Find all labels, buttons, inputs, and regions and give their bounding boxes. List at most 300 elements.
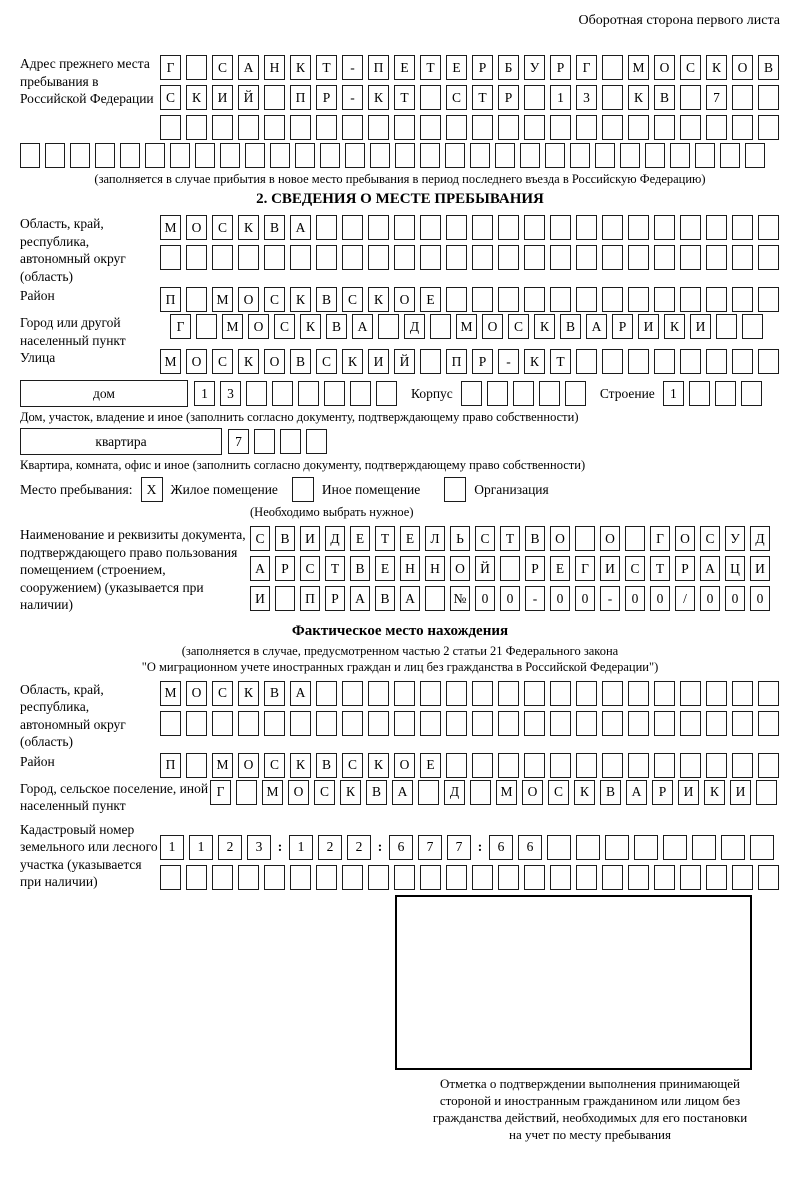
char-cell: А (290, 681, 311, 706)
char-cell: 2 (318, 835, 342, 860)
char-cell: В (290, 349, 311, 374)
char-cell: Р (550, 55, 571, 80)
char-cell: О (264, 349, 285, 374)
char-cell: Н (264, 55, 285, 80)
char-cell: И (250, 586, 270, 611)
char-cell (524, 85, 545, 110)
char-cell (212, 865, 233, 890)
char-cell: Д (750, 526, 770, 551)
char-cell (565, 381, 586, 406)
char-cell: 2 (347, 835, 371, 860)
char-cell: М (628, 55, 649, 80)
char-cell (350, 381, 371, 406)
char-cell (498, 287, 519, 312)
char-cell (732, 287, 753, 312)
char-cell: В (350, 556, 370, 581)
fact-oblast-block (20, 681, 780, 751)
char-cell (706, 753, 727, 778)
char-cell (524, 115, 545, 140)
char-cell: В (316, 287, 337, 312)
char-cell: В (275, 526, 295, 551)
char-cell: С (508, 314, 529, 339)
char-cell (695, 143, 715, 168)
char-cell: 0 (725, 586, 745, 611)
char-cell (195, 143, 215, 168)
char-cell (368, 245, 389, 270)
char-cell: М (456, 314, 477, 339)
char-cell (645, 143, 665, 168)
char-cell (45, 143, 65, 168)
char-cell: К (664, 314, 685, 339)
char-cell: 0 (500, 586, 520, 611)
char-cell: 6 (489, 835, 513, 860)
char-cell: К (300, 314, 321, 339)
char-cell (550, 711, 571, 736)
char-cell (498, 865, 519, 890)
char-cell (680, 287, 701, 312)
house-number-cells (194, 381, 397, 406)
char-cell: Г (210, 780, 231, 805)
char-cell: 3 (576, 85, 597, 110)
char-cell (186, 711, 207, 736)
char-cell (368, 115, 389, 140)
char-cell: Г (575, 556, 595, 581)
char-cell: Р (275, 556, 295, 581)
char-cell: Е (446, 55, 467, 80)
char-cell (472, 865, 493, 890)
char-cell: Л (425, 526, 445, 551)
fact-oblast-label: Область, край, республика, автономный округ (область) (20, 681, 126, 749)
char-cell: Т (325, 556, 345, 581)
char-cell (430, 314, 451, 339)
char-cell (345, 143, 365, 168)
char-cell (254, 429, 275, 454)
document-row-2 (250, 556, 770, 581)
char-cell (498, 711, 519, 736)
char-cell (370, 143, 390, 168)
char-cell (160, 245, 181, 270)
prev-address-row-3 (160, 115, 779, 140)
char-cell (576, 681, 597, 706)
char-cell: Р (472, 349, 493, 374)
char-cell (634, 835, 658, 860)
section2-oblast-block (20, 215, 780, 285)
char-cell (745, 143, 765, 168)
char-cell (602, 681, 623, 706)
char-cell (500, 556, 520, 581)
char-cell (342, 711, 363, 736)
char-cell (550, 245, 571, 270)
char-cell (498, 681, 519, 706)
char-cell: С (212, 349, 233, 374)
char-cell: К (340, 780, 361, 805)
char-cell: Т (316, 55, 337, 80)
char-cell: О (450, 556, 470, 581)
residential-label: Жилое помещение (170, 481, 278, 497)
char-cell (654, 215, 675, 240)
char-cell (420, 215, 441, 240)
stay-type-label: Место пребывания: (20, 481, 133, 497)
char-cell: № (450, 586, 470, 611)
char-cell: / (675, 586, 695, 611)
char-cell (212, 245, 233, 270)
char-cell (524, 711, 545, 736)
char-cell (446, 245, 467, 270)
char-cell (342, 865, 363, 890)
char-cell: М (160, 349, 181, 374)
char-cell: С (342, 287, 363, 312)
char-cell (680, 681, 701, 706)
char-cell: 0 (575, 586, 595, 611)
char-cell: О (238, 287, 259, 312)
char-cell (368, 865, 389, 890)
other-premises-checkbox (292, 477, 314, 502)
char-cell (70, 143, 90, 168)
fact-gorod-label: Город, сельское поселение, иной населенный пункт (20, 780, 209, 813)
char-cell (306, 429, 327, 454)
char-cell (461, 381, 482, 406)
section2-gorod-row (170, 314, 763, 339)
char-cell (654, 681, 675, 706)
char-cell: О (675, 526, 695, 551)
char-cell (602, 349, 623, 374)
section2-title: 2. СВЕДЕНИЯ О МЕСТЕ ПРЕБЫВАНИЯ (256, 191, 544, 207)
char-cell: К (186, 85, 207, 110)
char-cell: Й (475, 556, 495, 581)
stroenie-label: Строение (599, 385, 655, 401)
char-cell: Т (550, 349, 571, 374)
char-cell (628, 245, 649, 270)
prev-address-row-2 (160, 85, 779, 110)
char-cell: Н (400, 556, 420, 581)
char-cell: К (524, 349, 545, 374)
char-cell: Д (404, 314, 425, 339)
char-cell: К (342, 349, 363, 374)
char-cell (368, 215, 389, 240)
char-cell: К (238, 215, 259, 240)
char-cell: К (290, 287, 311, 312)
char-cell: С (212, 215, 233, 240)
char-cell: И (730, 780, 751, 805)
char-cell: Г (650, 526, 670, 551)
char-cell (550, 287, 571, 312)
char-cell: С (548, 780, 569, 805)
char-cell (264, 85, 285, 110)
char-cell: А (626, 780, 647, 805)
char-cell: К (238, 681, 259, 706)
char-cell: С (700, 526, 720, 551)
char-cell (732, 115, 753, 140)
char-cell (602, 85, 623, 110)
char-cell: П (160, 287, 181, 312)
char-cell (547, 835, 571, 860)
prev-address-row-1 (160, 55, 779, 80)
char-cell: 0 (700, 586, 720, 611)
char-cell (680, 865, 701, 890)
char-cell: - (498, 349, 519, 374)
char-cell (212, 711, 233, 736)
section2-ulitsa-row (160, 349, 779, 374)
char-cell: К (368, 85, 389, 110)
char-cell: М (262, 780, 283, 805)
char-cell: А (238, 55, 259, 80)
char-cell (602, 55, 623, 80)
char-cell (550, 753, 571, 778)
char-cell (741, 381, 762, 406)
char-cell: Т (650, 556, 670, 581)
char-cell (732, 711, 753, 736)
char-cell (420, 349, 441, 374)
char-cell (264, 245, 285, 270)
fact-raion-row (160, 753, 779, 778)
char-cell (378, 314, 399, 339)
char-cell: 7 (706, 85, 727, 110)
char-cell (595, 143, 615, 168)
section2-oblast-row-1 (160, 215, 779, 240)
char-cell: О (186, 215, 207, 240)
char-cell (316, 215, 337, 240)
char-cell (145, 143, 165, 168)
char-cell: И (750, 556, 770, 581)
prev-address-note: (заполняется в случае прибытия в новое место пребывания в период последнего въезда в Российскую Федерацию) (94, 172, 706, 186)
char-cell (576, 711, 597, 736)
other-premises-label: Иное помещение (321, 481, 421, 497)
char-cell (95, 143, 115, 168)
char-cell (120, 143, 140, 168)
char-cell (539, 381, 560, 406)
char-cell: С (314, 780, 335, 805)
char-cell (706, 681, 727, 706)
char-cell (605, 835, 629, 860)
char-cell (290, 245, 311, 270)
prev-address-extra-row (20, 143, 780, 168)
char-cell (654, 711, 675, 736)
char-cell: Й (238, 85, 259, 110)
char-cell (186, 115, 207, 140)
char-cell (420, 245, 441, 270)
char-cell (524, 865, 545, 890)
char-cell (550, 215, 571, 240)
char-cell (290, 711, 311, 736)
char-cell: 1 (289, 835, 313, 860)
stroenie-cells (663, 381, 762, 406)
char-cell (576, 753, 597, 778)
fact-title: Фактическое место нахождения (291, 622, 509, 639)
char-cell (576, 245, 597, 270)
char-cell (576, 865, 597, 890)
char-cell (446, 287, 467, 312)
section2-gorod-label: Город или другой населенный пункт (20, 315, 126, 348)
char-cell: Т (472, 85, 493, 110)
cadastral-separator: : (477, 839, 483, 854)
char-cell: С (264, 287, 285, 312)
char-cell (576, 835, 600, 860)
char-cell (706, 349, 727, 374)
section2-oblast-row-2 (160, 245, 779, 270)
char-cell: Т (375, 526, 395, 551)
char-cell (670, 143, 690, 168)
char-cell (602, 287, 623, 312)
char-cell (654, 753, 675, 778)
char-cell: Р (525, 556, 545, 581)
char-cell (298, 381, 319, 406)
char-cell (487, 381, 508, 406)
fact-gorod-row (210, 780, 777, 805)
char-cell (602, 215, 623, 240)
char-cell: Г (170, 314, 191, 339)
char-cell: С (316, 349, 337, 374)
section2-gorod-block (20, 314, 780, 349)
char-cell: А (290, 215, 311, 240)
char-cell: Е (394, 55, 415, 80)
organization-checkbox (444, 477, 466, 502)
char-cell (680, 245, 701, 270)
char-cell: М (160, 681, 181, 706)
char-cell: С (300, 556, 320, 581)
fact-note-1: (заполняется в случае, предусмотренном частью 2 статьи 21 Федерального закона (181, 643, 619, 658)
char-cell (320, 143, 340, 168)
fact-oblast-row-1 (160, 681, 779, 706)
char-cell (576, 287, 597, 312)
char-cell: 7 (447, 835, 471, 860)
char-cell: В (264, 215, 285, 240)
char-cell: - (342, 85, 363, 110)
char-cell (576, 215, 597, 240)
char-cell: У (725, 526, 745, 551)
char-cell (295, 143, 315, 168)
char-cell (758, 711, 779, 736)
char-cell: В (525, 526, 545, 551)
char-cell: В (264, 681, 285, 706)
char-cell: О (394, 287, 415, 312)
char-cell (275, 586, 295, 611)
char-cell: Г (160, 55, 181, 80)
char-cell (628, 865, 649, 890)
char-cell (316, 115, 337, 140)
char-cell (758, 349, 779, 374)
char-cell: С (446, 85, 467, 110)
char-cell: П (446, 349, 467, 374)
char-cell (576, 349, 597, 374)
char-cell: Д (325, 526, 345, 551)
char-cell: 3 (220, 381, 241, 406)
char-cell: Р (498, 85, 519, 110)
char-cell (368, 711, 389, 736)
char-cell: Т (500, 526, 520, 551)
korpus-label: Корпус (411, 385, 453, 401)
char-cell (628, 753, 649, 778)
char-cell (324, 381, 345, 406)
char-cell (186, 287, 207, 312)
char-cell (342, 245, 363, 270)
char-cell (290, 865, 311, 890)
char-cell (420, 115, 441, 140)
cadastral-row-1 (160, 835, 779, 860)
char-cell (732, 85, 753, 110)
cadastral-separator: : (277, 839, 283, 854)
char-cell: Р (316, 85, 337, 110)
char-cell (732, 245, 753, 270)
document-row-1 (250, 526, 770, 551)
char-cell (570, 143, 590, 168)
apartment-note: Квартира, комната, офис и иное (заполнить согласно документу, подтверждающему право собственности) (20, 458, 586, 472)
char-cell: Е (420, 287, 441, 312)
char-cell (472, 711, 493, 736)
char-cell (472, 115, 493, 140)
char-cell: О (654, 55, 675, 80)
char-cell: Е (550, 556, 570, 581)
char-cell (602, 865, 623, 890)
char-cell (446, 865, 467, 890)
char-cell: С (250, 526, 270, 551)
char-cell (238, 865, 259, 890)
char-cell: М (212, 287, 233, 312)
char-cell: Р (675, 556, 695, 581)
char-cell (160, 115, 181, 140)
char-cell (732, 349, 753, 374)
char-cell (663, 835, 687, 860)
char-cell: 2 (218, 835, 242, 860)
char-cell: П (368, 55, 389, 80)
section2-raion-row (160, 287, 779, 312)
char-cell: А (700, 556, 720, 581)
char-cell: С (264, 753, 285, 778)
char-cell: 7 (228, 429, 249, 454)
char-cell: А (350, 586, 370, 611)
char-cell (418, 780, 439, 805)
char-cell: Д (444, 780, 465, 805)
char-cell (732, 865, 753, 890)
char-cell (394, 215, 415, 240)
char-cell (246, 381, 267, 406)
char-cell (498, 215, 519, 240)
char-cell (758, 115, 779, 140)
char-cell: Й (394, 349, 415, 374)
char-cell (756, 780, 777, 805)
char-cell: К (704, 780, 725, 805)
char-cell: В (316, 753, 337, 778)
char-cell: 0 (750, 586, 770, 611)
stamp-note-line-1: Отметка о подтверждении выполнения принимающей (439, 1075, 741, 1091)
char-cell: - (600, 586, 620, 611)
char-cell (692, 835, 716, 860)
char-cell (420, 711, 441, 736)
char-cell (160, 711, 181, 736)
prev-address-label: Адрес прежнего места пребывания в Российской Федерации (20, 56, 154, 106)
char-cell (628, 115, 649, 140)
korpus-cells (461, 381, 586, 406)
char-cell (524, 287, 545, 312)
house-type-box: дом (20, 380, 188, 407)
char-cell (758, 215, 779, 240)
char-cell (498, 245, 519, 270)
char-cell (236, 780, 257, 805)
char-cell (368, 681, 389, 706)
char-cell: В (560, 314, 581, 339)
char-cell: У (524, 55, 545, 80)
char-cell: К (628, 85, 649, 110)
char-cell: 6 (389, 835, 413, 860)
char-cell: - (342, 55, 363, 80)
char-cell: О (186, 681, 207, 706)
char-cell: 0 (625, 586, 645, 611)
fact-oblast-row-2 (160, 711, 779, 736)
char-cell (602, 245, 623, 270)
char-cell: М (496, 780, 517, 805)
char-cell: 1 (550, 85, 571, 110)
char-cell (524, 215, 545, 240)
char-cell (550, 115, 571, 140)
